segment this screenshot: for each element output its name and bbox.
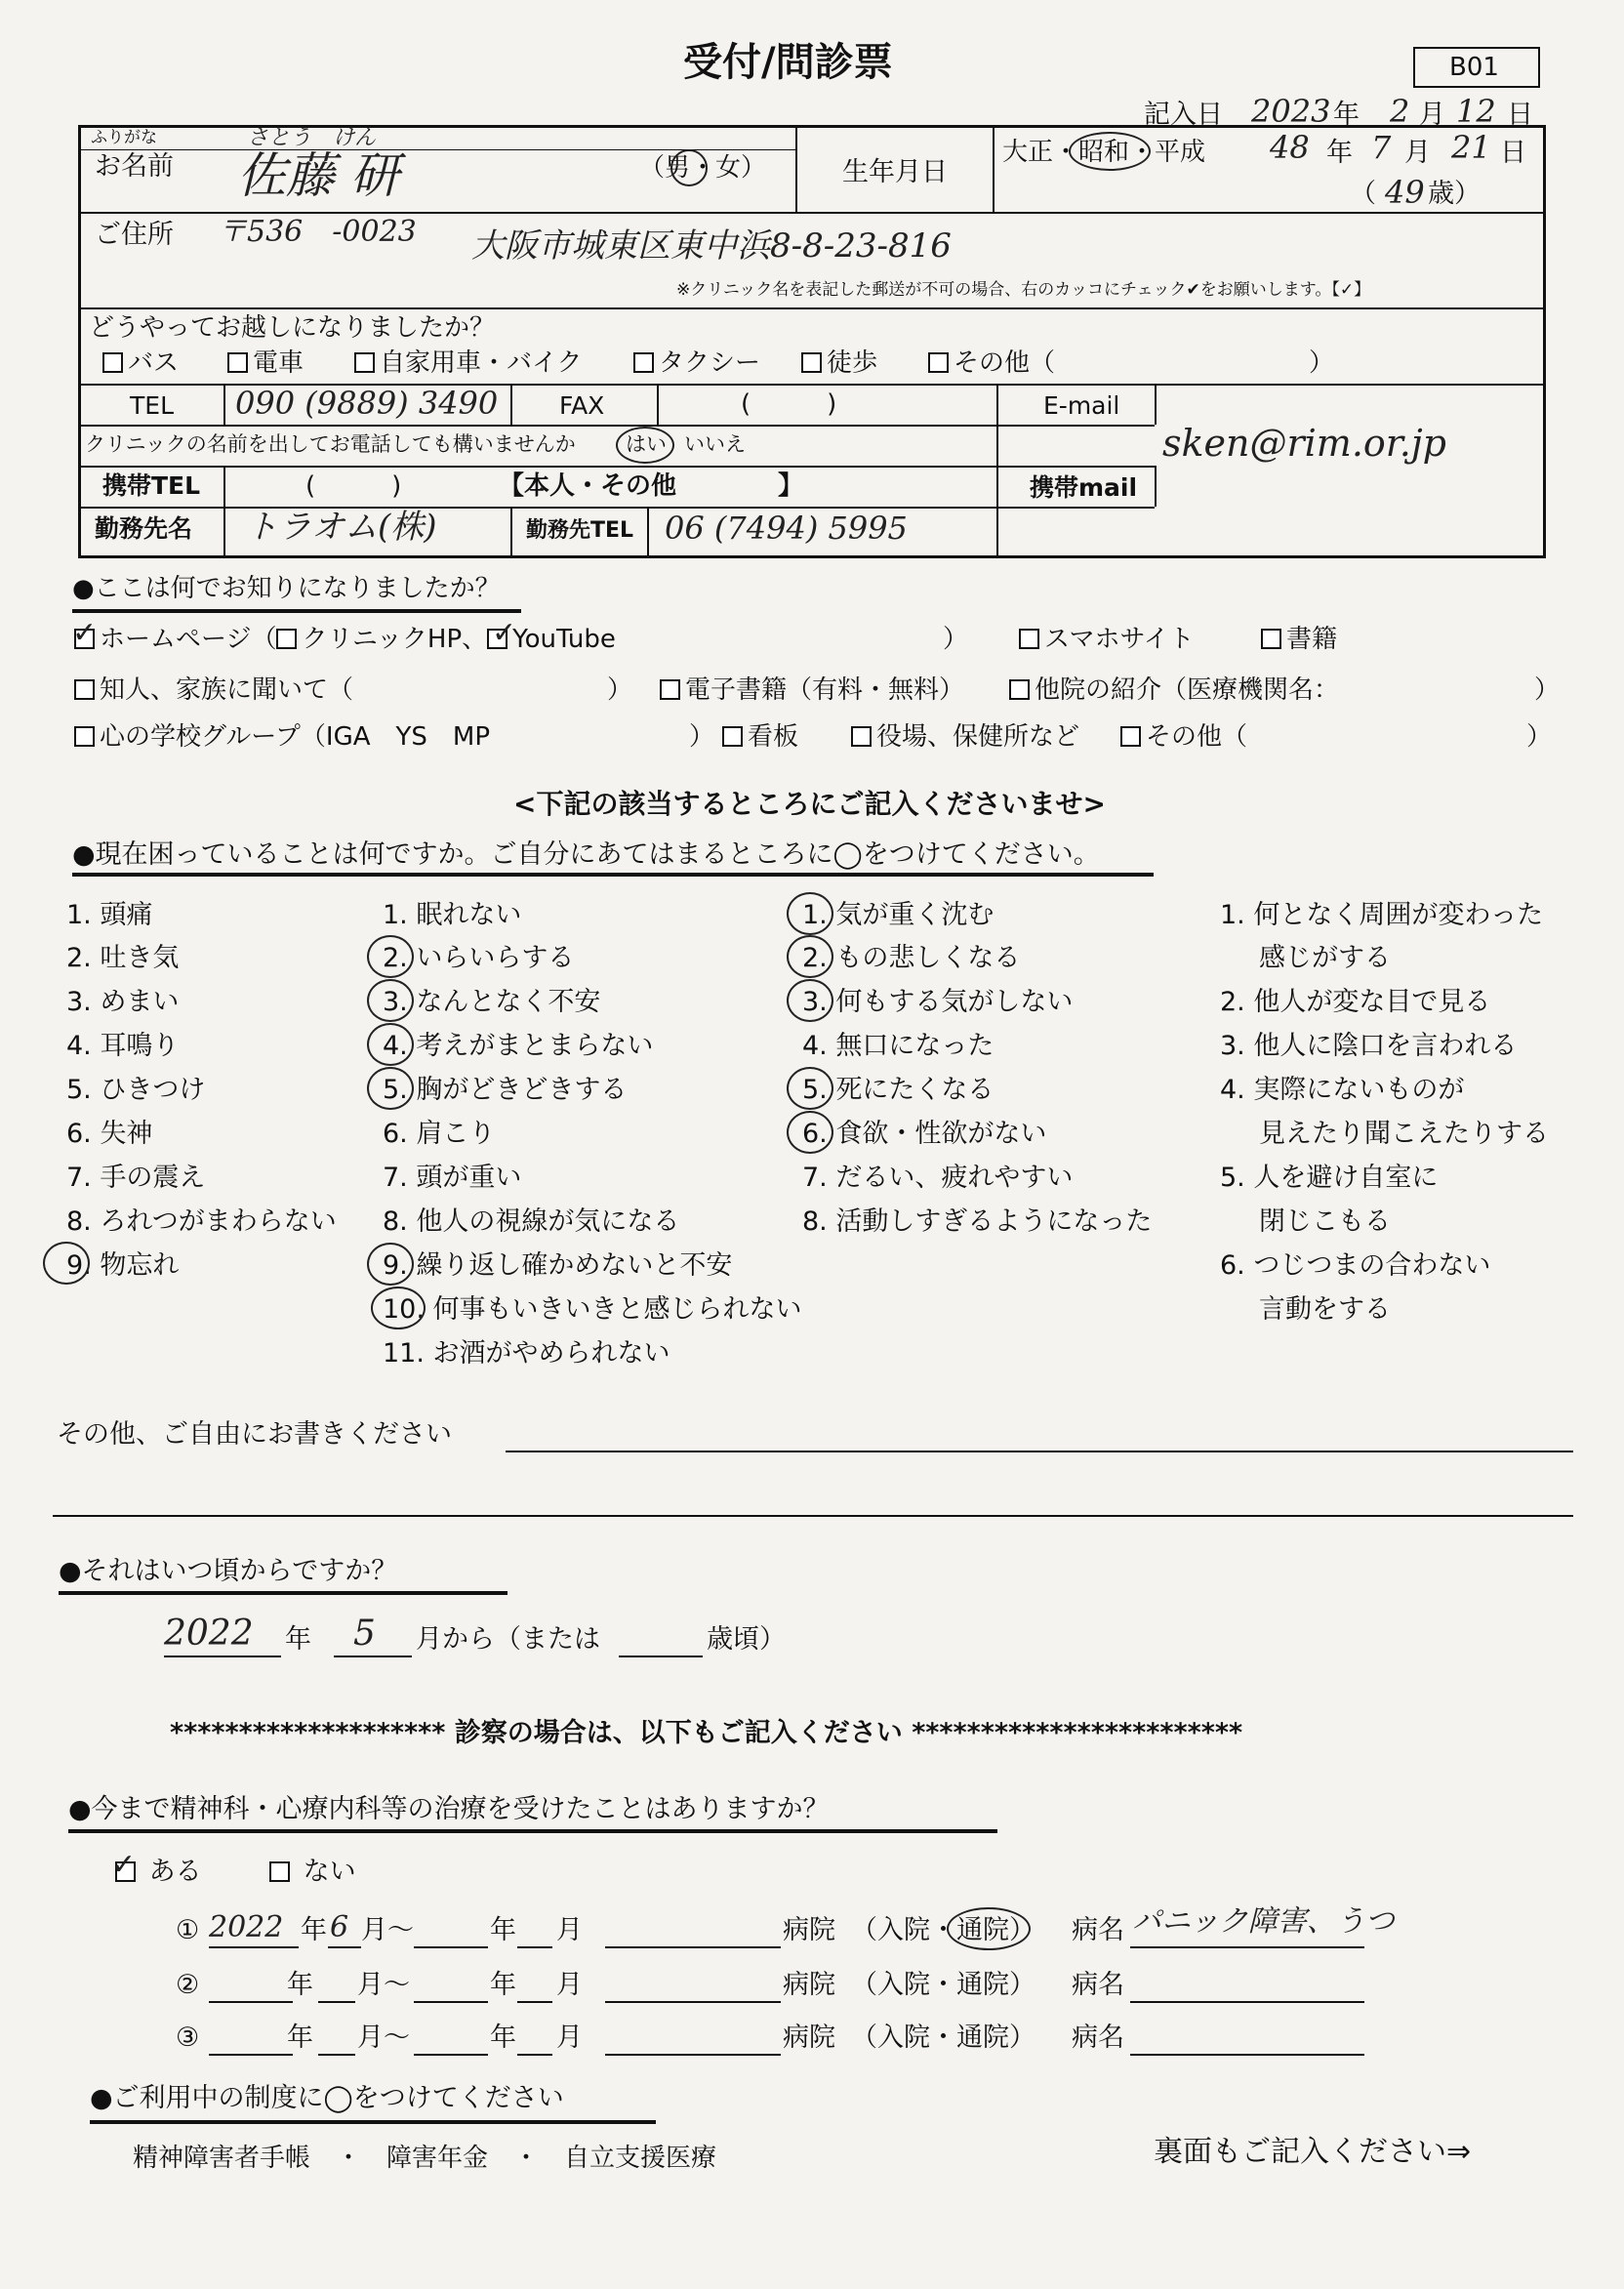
call-ok-no[interactable]: いいえ [684,432,746,456]
type-circle-outpatient [947,1907,1031,1950]
concern-heading: ●現在困っていることは何ですか。ご自分にあてはまるところに◯をつけてください。 [72,839,1100,870]
source-acquaintance[interactable]: 知人、家族に聞いて（ ） [74,677,632,703]
referral-close: ） [1534,675,1561,705]
tel-label: TEL [130,391,174,420]
symptom-item-cont: 感じがする [1259,943,1391,973]
selection-circle [787,979,833,1022]
mobile-mail-label: 携帯mail [1030,473,1138,502]
since-age-field[interactable] [619,1655,703,1657]
birth-year-unit: 年 [1326,138,1353,168]
call-ok-yes[interactable]: はい [626,432,667,456]
homepage-close: ） [943,625,969,654]
symptom-item[interactable]: 4. 無口になった [802,1031,995,1061]
address-label: ご住所 [95,220,174,250]
patient-info-table [78,125,1546,558]
source-smartphone[interactable]: スマホサイト [1019,627,1195,652]
history-end-year-unit: 年 [490,1915,516,1945]
era-options[interactable]: 大正・昭和・平成 [1002,138,1206,167]
referral-checkbox[interactable] [1009,679,1030,700]
other-checkbox[interactable] [928,352,949,373]
fax-label: FAX [559,391,605,420]
symptom-item[interactable]: 8. 活動しすぎるようになった [802,1206,1153,1237]
email-label: E-mail [1043,391,1120,420]
taxi-checkbox[interactable] [633,352,654,373]
age-unit: 歳） [1428,179,1481,209]
symptom-item[interactable]: 5. 胸がどきどきする [383,1075,628,1105]
symptom-item[interactable]: 9. 繰り返し確かめないと不安 [383,1250,733,1281]
history-year-unit: 年 [287,1970,313,2000]
entry-month[interactable]: 2 [1390,93,1410,130]
furigana-value[interactable]: さとう けん [247,126,377,150]
since-year-unit: 年 [285,1624,311,1655]
walk-checkbox[interactable] [801,352,822,373]
ebook-checkbox[interactable] [660,679,680,700]
age-open: （ [1350,179,1376,209]
fill-heading: <下記の該当するところにご記入くださいませ> [513,788,1106,820]
history-end-year[interactable] [414,2054,488,2056]
since-month[interactable]: 5 [353,1614,376,1654]
treatment-no-checkbox[interactable] [269,1861,290,1882]
history-num: ③ [176,2023,200,2053]
history-end-year-unit: 年 [490,1970,516,2000]
back-note: 裏面もご記入ください⇒ [1154,2135,1472,2169]
treatment-yes[interactable]: ある [115,1859,202,1885]
fax-value[interactable]: ( ) [741,389,837,419]
symptom-item[interactable]: 4. 実際にないものが [1220,1075,1465,1105]
selection-circle [367,979,414,1022]
gender-circle-male [670,149,708,186]
symptom-item[interactable]: 8. 他人の視線が気になる [383,1206,680,1237]
symptom-item[interactable]: 6. つじつまの合わない [1220,1250,1491,1281]
access-option-car[interactable]: 自家用車・バイク [354,350,582,376]
school-group-close: ） [689,722,715,752]
mail-note: ※クリニック名を表記した郵送が不可の場合、右のカッコにチェック✔をお願いします。【✓】 [676,280,1371,300]
history-end-month[interactable] [517,2001,552,2003]
history-num: ① [176,1915,200,1945]
call-ok-yes-circle [616,427,674,464]
train-checkbox[interactable] [227,352,248,373]
homepage-check-mark: ✓ [72,616,98,650]
treatment-heading: ●今まで精神科・心療内科等の治療を受けたことはありますか？ [68,1794,830,1824]
source-heading: ●ここは何でお知りになりましたか？ [72,574,501,603]
source-other-checkbox[interactable] [1120,726,1141,747]
postal-code[interactable]: 〒536 -0023 [218,215,417,249]
symptom-item[interactable]: 6. 失神 [66,1119,153,1149]
work-tel-label: 勤務先TEL [526,518,634,543]
birth-label: 生年月日 [842,157,948,187]
symptom-item[interactable]: 10. 何事もいきいきと感じられない [383,1294,802,1325]
symptom-item[interactable]: 1. 頭痛 [66,900,153,930]
call-ok-question: クリニックの名前を出してお電話しても構いませんか [85,432,576,456]
history-end-year[interactable] [414,1946,488,1948]
history-end-year[interactable] [414,2001,488,2003]
history-type[interactable]: （入院・通院） [851,2023,1035,2053]
clinic-hp-checkbox[interactable] [276,629,297,649]
school-group-checkbox[interactable] [74,726,95,747]
history-end-month-unit: 月 [556,1970,583,2000]
system-heading: ●ご利用中の制度に◯をつけてください [90,2083,564,2113]
history-end-month[interactable] [517,1946,552,1948]
treatment-yes-mark: ✓ [111,1848,137,1882]
symptom-item-cont: 言動をする [1259,1294,1391,1325]
since-month-text: 月から（または [416,1624,600,1655]
acquaintance-checkbox[interactable] [74,679,95,700]
symptom-item[interactable]: 5. ひきつけ [66,1075,206,1105]
history-hospital-label: 病院 [783,1970,835,2000]
symptom-item[interactable]: 7. だるい、疲れやすい [802,1163,1074,1193]
book-checkbox[interactable] [1261,629,1281,649]
selection-circle [787,892,833,935]
mobile-value[interactable]: ( ) [305,471,402,501]
other-label: その他、ご自由にお書きください [57,1419,452,1450]
source-other-close: ） [1526,722,1553,752]
selection-circle [367,1023,414,1066]
symptom-item[interactable]: 9. 物忘れ [66,1250,180,1281]
access-question: どうやってお越しになりましたか？ [89,313,496,343]
selection-circle [787,1111,833,1154]
history-year-unit: 年 [301,1915,327,1945]
symptom-item[interactable]: 7. 頭が重い [383,1163,522,1193]
furigana-label: ふりがな [91,128,157,147]
history-dz[interactable]: パニック障害、うつ [1132,1904,1395,1939]
era-circle-showa [1069,132,1151,171]
history-year-unit: 年 [287,2023,313,2053]
symptom-item[interactable]: 2. いらいらする [383,943,575,973]
selection-circle [367,1243,414,1286]
source-referral[interactable]: 他院の紹介（医療機関名： [1009,677,1339,703]
since-heading: ●それはいつ頃からですか？ [59,1556,398,1586]
symptom-item[interactable]: 7. 手の震え [66,1163,206,1193]
history-end-month-unit: 月 [556,1915,583,1945]
symptom-item[interactable]: 6. 肩こり [383,1119,496,1149]
office-checkbox[interactable] [851,726,872,747]
other-line-2[interactable] [53,1515,1573,1517]
signboard-checkbox[interactable] [722,726,743,747]
symptom-item[interactable]: 2. もの悲しくなる [802,943,1021,973]
history-end-month[interactable] [517,2054,552,2056]
symptom-item[interactable]: 3. めまい [66,987,180,1017]
youtube-check-mark: ✓ [492,616,517,650]
history-dz-label: 病名 [1072,2023,1124,2053]
birth-day-unit: 日 [1500,138,1526,168]
symptom-item[interactable]: 3. 何もする気がしない [802,987,1074,1017]
access-option-walk[interactable]: 徒歩 [801,350,877,376]
selection-circle [367,1067,414,1110]
birth-month[interactable]: 7 [1371,129,1392,166]
symptom-item[interactable]: 1. 何となく周囲が変わった [1220,900,1544,930]
history-end-month-unit: 月 [556,2023,583,2053]
history-mid: 月〜 [361,1915,414,1945]
selection-circle [787,935,833,978]
email-value[interactable]: sken@rim.or.jp [1162,422,1446,465]
symptom-item-cont: 閉じこもる [1259,1206,1391,1237]
symptom-item[interactable]: 4. 考えがまとまらない [383,1031,654,1061]
since-age-unit: 歳頃） [707,1624,786,1655]
symptom-item[interactable]: 5. 死にたくなる [802,1075,995,1105]
exam-divider: ******************** 診察の場合は、以下もご記入ください ************************ [170,1718,1243,1748]
source-school-group[interactable]: 心の学校グループ（IGA YS MP [74,724,490,750]
source-office[interactable]: 役場、保健所など [851,724,1079,750]
mobile-owner[interactable]: 【本人・その他 】 [499,471,804,501]
source-signboard[interactable]: 看板 [722,724,798,750]
birth-month-unit: 月 [1404,138,1431,168]
history-hospital[interactable] [605,2054,781,2056]
system-options[interactable]: 精神障害者手帳 ・ 障害年金 ・ 自立支援医療 [133,2144,717,2173]
birth-year[interactable]: 48 [1270,129,1310,166]
symptom-item[interactable]: 1. 眠れない [383,900,522,930]
treatment-no[interactable]: ない [269,1859,356,1885]
age-value[interactable]: 49 [1385,174,1425,211]
form-code: B01 [1449,53,1499,82]
gender-options[interactable]: （男・女） [639,153,767,183]
source-homepage[interactable]: ホームページ（ クリニックHP、 YouTube [74,627,616,652]
history-num: ② [176,1970,200,2000]
tel-value[interactable]: 090 (9889) 3490 [235,385,499,422]
access-option-other[interactable]: その他（ ） [928,350,1334,376]
selection-circle [371,1287,426,1329]
form-title: 受付/問診票 [683,40,893,85]
bus-checkbox[interactable] [102,352,123,373]
other-line-1[interactable] [506,1451,1573,1452]
symptom-item[interactable]: 5. 人を避け自室に [1220,1163,1439,1193]
symptom-item[interactable]: 1. 気が重く沈む [802,900,995,930]
entry-month-unit: 月 [1419,100,1445,130]
since-year[interactable]: 2022 [164,1614,254,1654]
selection-circle [43,1242,90,1285]
entry-day[interactable]: 12 [1456,93,1496,130]
history-year[interactable]: 2022 [209,1910,284,1944]
entry-day-unit: 日 [1507,100,1533,130]
entry-date-label: 記入日 [1144,100,1223,130]
history-mid: 月〜 [357,1970,410,2000]
access-option-train[interactable]: 電車 [227,350,304,376]
name-value[interactable]: 佐藤 研 [237,147,399,204]
address-value[interactable]: 大阪市城東区東中浜8-8-23-816 [471,226,952,266]
history-type[interactable]: （入院・通院） [851,1970,1035,2000]
mobile-label: 携帯TEL [102,471,201,500]
smartphone-checkbox[interactable] [1019,629,1039,649]
symptom-item[interactable]: 6. 食欲・性欲がない [802,1119,1047,1149]
work-value[interactable]: トラオム(株) [245,508,437,547]
symptom-item-cont: 見えたり聞こえたりする [1259,1119,1549,1149]
car-checkbox[interactable] [354,352,375,373]
history-hospital-label: 病院 [783,2023,835,2053]
symptom-item[interactable]: 3. 他人に陰口を言われる [1220,1031,1518,1061]
access-option-bus[interactable]: バス [102,350,179,376]
birth-day[interactable]: 21 [1451,129,1491,166]
symptom-item[interactable]: 2. 吐き気 [66,943,180,973]
form-code-box [1413,47,1540,88]
history-end-year-unit: 年 [490,2023,516,2053]
name-label: お名前 [95,151,174,182]
history-dz-label: 病名 [1072,1915,1124,1945]
selection-circle [787,1067,833,1110]
history-hospital-label: 病院 [783,1915,835,1945]
symptom-item[interactable]: 3. なんとなく不安 [383,987,601,1017]
symptom-item[interactable]: 8. ろれつがまわらない [66,1206,337,1237]
history-month[interactable]: 6 [330,1910,349,1944]
entry-year-unit: 年 [1333,100,1360,130]
source-other[interactable]: その他（ [1120,724,1247,750]
work-tel-value[interactable]: 06 (7494) 5995 [665,510,908,547]
symptom-item[interactable]: 11. お酒がやめられない [383,1338,670,1369]
source-book[interactable]: 書籍 [1261,627,1337,652]
work-label: 勤務先名 [95,514,193,543]
entry-year[interactable]: 2023 [1251,93,1331,130]
symptom-item[interactable]: 4. 耳鳴り [66,1031,180,1061]
history-type[interactable]: （入院・通院） [851,1915,1035,1945]
history-dz-label: 病名 [1072,1970,1124,2000]
symptom-item[interactable]: 2. 他人が変な目で見る [1220,987,1491,1017]
history-hospital[interactable] [605,2001,781,2003]
selection-circle [367,935,414,978]
source-ebook[interactable]: 電子書籍（有料・無料） [660,677,964,703]
history-hospital[interactable] [605,1946,781,1948]
history-mid: 月〜 [357,2023,410,2053]
access-option-taxi[interactable]: タクシー [633,350,760,376]
